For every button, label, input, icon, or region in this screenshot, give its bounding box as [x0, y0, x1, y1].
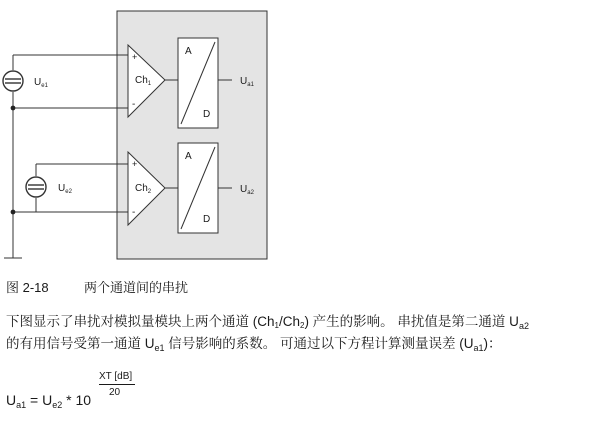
ch1-adc-a: A — [185, 46, 192, 57]
adc-ch1 — [178, 38, 218, 128]
ch1-minus: - — [132, 99, 136, 110]
ch2-input-label: $U_{e2}$ — [58, 183, 72, 195]
paragraph-line-2: 的有用信号受第一通道 $U_{e1}$ 信号影响的系数。 可通过以下方程计算测量误差 $(U_{a1})$： — [6, 336, 502, 353]
ch1-plus: + — [132, 52, 138, 62]
crosstalk-formula — [6, 370, 206, 420]
ch1-input-label: $U_{e1}$ — [34, 77, 48, 89]
exponent-denominator: 20 — [109, 387, 121, 398]
figure-caption — [6, 277, 188, 296]
ch2-amp-label: $Ch_2$ — [135, 183, 152, 195]
formula-expression: $U_{a1} = U_{e2} * 10$ — [6, 392, 92, 410]
source1-symbol — [3, 71, 23, 91]
ch1-output-label: $U_{a1}$ — [240, 76, 254, 88]
paragraph-line-1: 下图显示了串扰对模拟量模块上两个通道 $(Ch_1/Ch_2)$ 产生的影响。 串扰值是第二通道 $U_{a2}$ — [6, 314, 529, 331]
adc-ch2 — [178, 143, 218, 233]
figure-number: 图 2-18 — [6, 280, 49, 295]
exponent-numerator: XT [dB] — [99, 371, 133, 382]
figure-title: 两个通道间的串扰 — [84, 280, 189, 295]
ch2-output-label: $U_{a2}$ — [240, 184, 254, 196]
ch2-minus: - — [132, 207, 136, 218]
ch2-adc-d: D — [203, 214, 211, 225]
source2-symbol — [26, 177, 46, 197]
ch2-adc-a: A — [185, 151, 192, 162]
ch2-plus: + — [132, 159, 138, 169]
ch1-adc-d: D — [203, 109, 211, 120]
ch1-amp-label: $Ch_1$ — [135, 75, 152, 87]
exponent-fraction-bar — [99, 384, 135, 385]
